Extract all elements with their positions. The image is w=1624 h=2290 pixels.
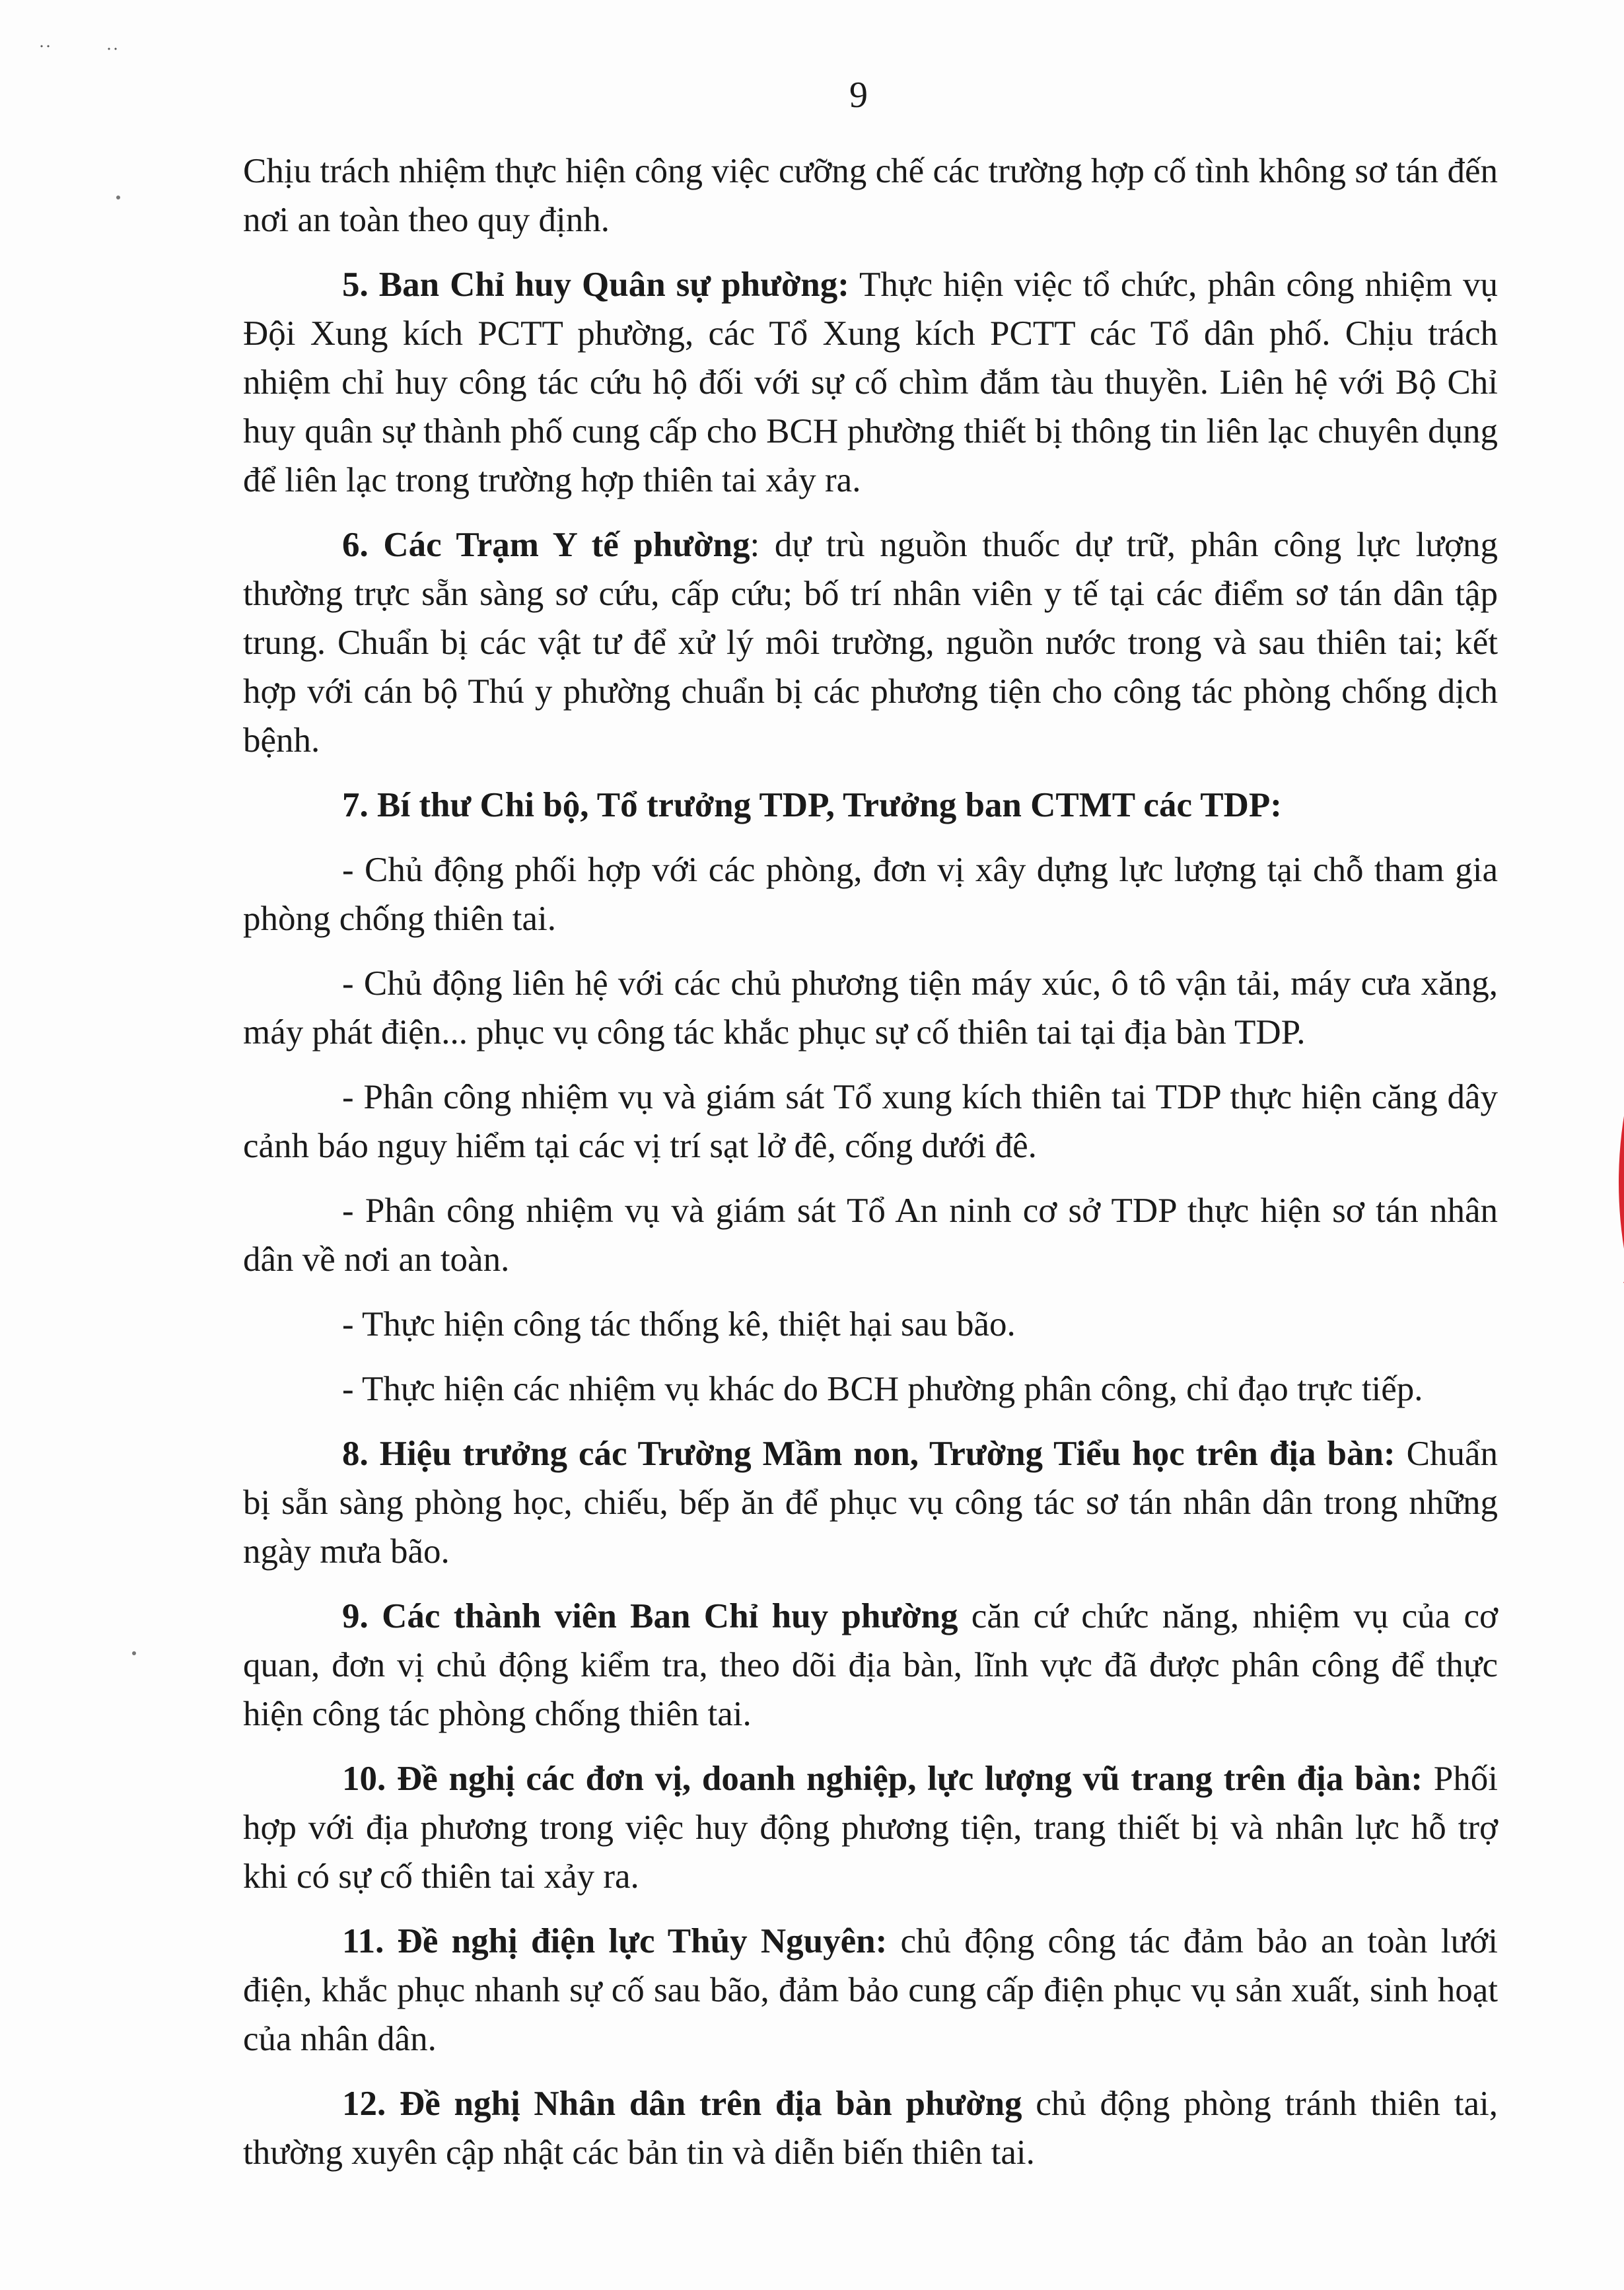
list-item: - Phân công nhiệm vụ và giám sát Tổ An ninh cơ sở TDP thực hiện sơ tán nhân dân về nơi an toàn. [243,1192,1498,1279]
scan-speck [132,1651,136,1655]
paragraph: Chịu trách nhiệm thực hiện công việc cưỡng chế các trường hợp cố tình không sơ tán đến nơi an toàn theo quy định. [243,152,1498,239]
paragraph: 6. Các Trạm Y tế phường: dự trù nguồn thuốc dự trữ, phân công lực lượng thường trực sẵn sàng sơ cứu, cấp cứu; bố trí nhân viên y tế tại các điểm sơ tán dân tập trung. Chuẩn bị các vật tư để xử lý môi trường, nguồn nước trong và sau thiên tai; kết hợp với cán bộ Thú y phường chuẩn bị các phương tiện cho công tác phòng chống dịch bệnh. [243,526,1498,760]
document-body [243,147,1498,2193]
scan-speck: ˙˙ [106,44,119,65]
list-item: - Thực hiện công tác thống kê, thiệt hại sau bão. [342,1305,1016,1343]
paragraph: 5. Ban Chỉ huy Quân sự phường: Thực hiện việc tổ chức, phân công nhiệm vụ Đội Xung kích PCTT phường, các Tổ Xung kích PCTT các Tổ dân phố. Chịu trách nhiệm chỉ huy công tác cứu hộ đối với sự cố chìm đắm tàu thuyền. Liên hệ với Bộ Chỉ huy quân sự thành phố cung cấp cho BCH phường thiết bị thông tin liên lạc chuyên dụng để liên lạc trong trường hợp thiên tai xảy ra. [243,266,1498,499]
paragraph: 9. Các thành viên Ban Chỉ huy phường căn cứ chức năng, nhiệm vụ của cơ quan, đơn vị chủ động kiểm tra, theo dõi địa bàn, lĩnh vực đã được phân công để thực hiện công tác phòng chống thiên tai. [243,1597,1498,1733]
paragraph: 8. Hiệu trưởng các Trường Mầm non, Trường Tiểu học trên địa bàn: Chuẩn bị sẵn sàng phòng học, chiếu, bếp ăn để phục vụ công tác sơ tán nhân dân trong những ngày mưa bão. [243,1435,1499,1571]
scan-speck: ˙˙ [38,41,52,63]
red-seal-stamp-edge [1572,1030,1624,1334]
paragraph: 12. Đề nghị Nhân dân trên địa bàn phường chủ động phòng tránh thiên tai, thường xuyên cập nhật các bản tin và diễn biến thiên tai. [243,2085,1498,2172]
list-item: - Thực hiện các nhiệm vụ khác do BCH phường phân công, chỉ đạo trực tiếp. [342,1370,1423,1408]
list-item: - Chủ động phối hợp với các phòng, đơn vị xây dựng lực lượng tại chỗ tham gia phòng chống thiên tai. [243,851,1498,938]
paragraph: 11. Đề nghị điện lực Thủy Nguyên: chủ động công tác đảm bảo an toàn lưới điện, khắc phục nhanh sự cố sau bão, đảm bảo cung cấp điện phục vụ sản xuất, sinh hoạt của nhân dân. [243,1922,1498,2058]
page-number: 9 [849,75,868,116]
section-heading: 7. Bí thư Chi bộ, Tổ trưởng TDP, Trưởng ban CTMT các TDP: [342,786,1282,824]
paragraph: 10. Đề nghị các đơn vị, doanh nghiệp, lực lượng vũ trang trên địa bàn: Phối hợp với địa phương trong việc huy động phương tiện, trang thiết bị và nhân lực hỗ trợ khi có sự cố thiên tai xảy ra. [243,1760,1498,1896]
list-item: - Phân công nhiệm vụ và giám sát Tổ xung kích thiên tai TDP thực hiện căng dây cảnh báo nguy hiểm tại các vị trí sạt lở đê, cống dưới đê. [243,1078,1498,1165]
list-item: - Chủ động liên hệ với các chủ phương tiện máy xúc, ô tô vận tải, máy cưa xăng, máy phát điện... phục vụ công tác khắc phục sự cố thiên tai tại địa bàn TDP. [243,964,1498,1052]
scan-speck [116,196,120,199]
